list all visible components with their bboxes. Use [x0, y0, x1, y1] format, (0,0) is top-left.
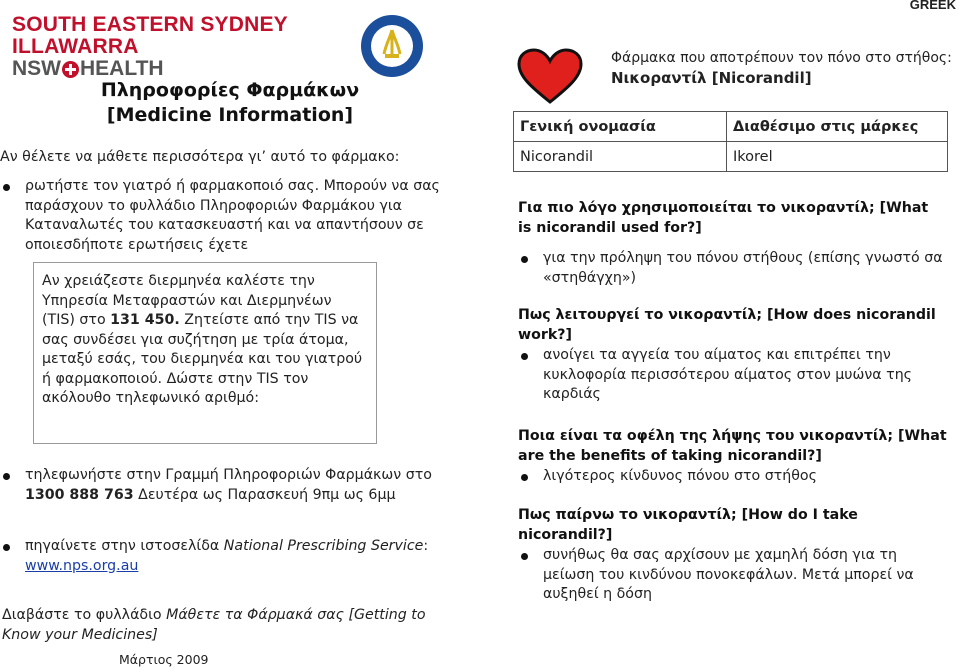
colon: : — [423, 538, 429, 554]
bullet-icon — [521, 474, 528, 481]
date-text: Μάρτιος 2009 — [119, 652, 209, 667]
question-benefits: Ποια είναι τα οφέλη της λήψης του νικοραντίλ; [What are the benefits of taking nicorandil?] — [518, 428, 947, 464]
bullet-icon — [521, 553, 528, 560]
question-uses: Για πιο λόγο χρησιμοποιείται το νικοραντίλ; [What is nicorandil used for?] — [518, 200, 929, 236]
answer-how-take: συνήθως θα σας αρχίσουν με χαμηλή δόση για τη μείωση του κινδύνου πονοκεφάλων. Μετά μπορεί να αυξηθεί η δόση — [543, 547, 914, 602]
bullet-text-a: πηγαίνετε στην ιστοσελίδα — [25, 538, 224, 554]
intro-text: Αν θέλετε να μάθετε περισσότερα γι’ αυτό το φάρμακο: — [0, 149, 400, 165]
answer-uses: για την πρόληψη του πόνου στήθους (επίσης γνωστό σα «στηθάγχη») — [543, 250, 943, 286]
bullet-text-a: τηλεφωνήστε στην Γραμμή Πληροφοριών Φαρμάκων στο — [25, 467, 432, 483]
table-row — [514, 142, 948, 172]
title-english: [Medicine Information] — [106, 104, 354, 126]
bullet-text-b: Δευτέρα ως Παρασκευή 9πμ ως 6μμ — [133, 486, 396, 503]
question-how-take: Πως παίρνω το νικοραντίλ; [How do I take nicorandil?] — [518, 507, 858, 543]
answer-benefits: λιγότερος κίνδυνος πόνου στο στήθος — [543, 468, 817, 484]
info-line-number: 1300 888 763 — [25, 486, 134, 503]
box-text-a: Αν χρειάζεστε διερμηνέα καλέστε την Υπηρεσία Μεταφραστών και Διερμηνέων (TIS) στο — [42, 273, 332, 328]
leaflet-title: Μάθετε τα Φάρμακά σας [Getting to Know your Medicines] — [2, 607, 426, 643]
brand-cell: Ikorel — [727, 142, 948, 172]
list-item — [543, 346, 948, 405]
logo-line-3 — [12, 58, 288, 80]
question-how-works: Πως λειτουργεί το νικοραντίλ; [How does nicorandil work?] — [518, 307, 936, 343]
generic-brand-table — [513, 111, 948, 172]
title-greek: Πληροφορίες Φαρμάκων — [100, 79, 360, 101]
bullet-icon — [3, 473, 10, 480]
generic-name-header: Γενική ονομασία — [514, 112, 727, 142]
nps-link[interactable]: www.nps.org.au — [25, 557, 139, 574]
bullet-icon — [3, 184, 10, 191]
list-item — [543, 249, 948, 288]
list-item — [543, 467, 948, 487]
list-item — [543, 546, 948, 605]
drug-class-subtitle: Φάρμακα που αποτρέπουν τον πόνο στο στήθος: — [611, 50, 952, 66]
page-title — [100, 78, 360, 128]
table-header-row — [514, 112, 948, 142]
logo-nsw: NSW — [12, 57, 61, 80]
nps-name: National Prescribing Service — [223, 538, 424, 554]
bullet-icon — [3, 544, 10, 551]
nsw-cross-icon — [62, 61, 79, 78]
language-tag: GREEK — [909, 0, 956, 12]
read-text: Διαβάστε το φυλλάδιο — [2, 607, 167, 623]
brand-header: Διαθέσιμο στις μάρκες — [727, 112, 948, 142]
drug-name: Νικοραντίλ [Nicorandil] — [611, 69, 812, 87]
interpreter-box — [33, 262, 377, 444]
list-item — [25, 537, 443, 576]
answer-how-works: ανοίγει τα αγγεία του αίματος και επιτρέπει την κυκλοφορία περισσότερου αίματος στον μυώνα της καρδιάς — [543, 347, 913, 402]
health-service-logo — [12, 14, 288, 80]
logo-line-1: SOUTH EASTERN SYDNEY — [12, 13, 288, 36]
bullet-text: ρωτήστε τον γιατρό ή φαρμακοποιό σας. Μπορούν να σας παράσχουν το φυλλάδιο Πληροφοριών Φαρμάκου για Καταναλωτές του κατασκευαστή και να απαντήσουν σε οποιεσδήποτε ερωτήσεις έχετε — [25, 178, 440, 253]
bullet-icon — [521, 353, 528, 360]
list-item — [25, 177, 443, 255]
generic-name-cell: Nicorandil — [514, 142, 727, 172]
list-item — [25, 466, 443, 505]
logo-line-2: ILLAWARRA — [12, 35, 139, 58]
bullet-icon — [521, 256, 528, 263]
box-text-b: Ζητείστε από την TIS να σας συνδέσει για συζήτηση με τρία άτομα, μεταξύ εσάς, του διερμηνέα και του γιατρού ή φαρμακοποιού. Δώστε στην TIS τον ακόλουθο τηλεφωνικό αριθμό: — [42, 312, 363, 406]
logo-health: HEALTH — [80, 57, 164, 80]
read-leaflet — [2, 606, 440, 645]
hospital-emblem-icon — [360, 14, 424, 78]
heart-icon — [516, 48, 584, 104]
tis-number: 131 450. — [110, 312, 180, 328]
